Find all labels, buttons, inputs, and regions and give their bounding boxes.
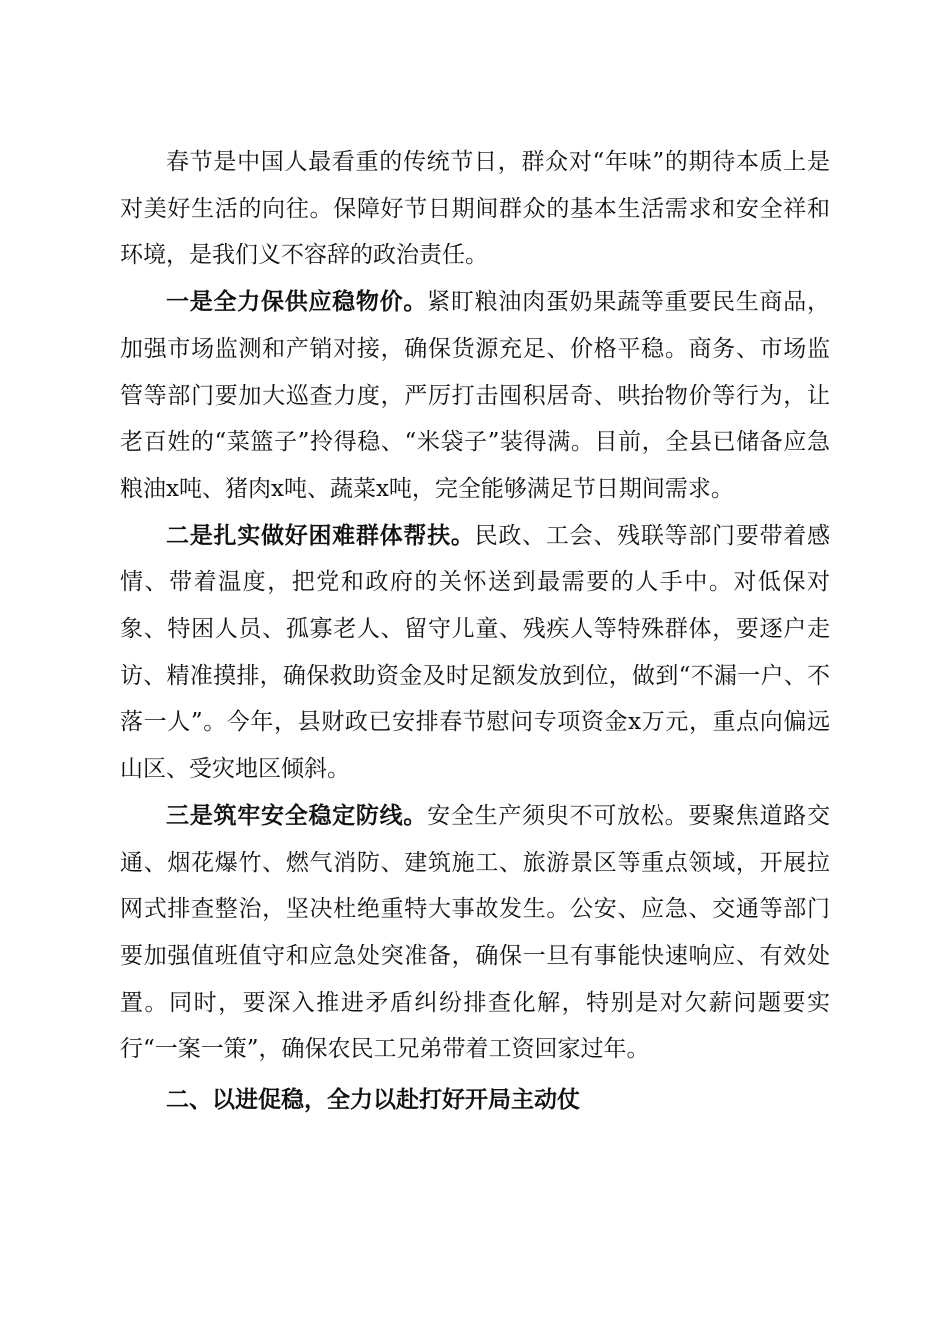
intro-text: 春节是中国人最看重的传统节日，群众对“年味”的期待本质上是对美好生活的向往。保障好节日期间群众的基本生活需求和安全祥和环境，是我们义不容辞的政治责任。 xyxy=(120,149,830,269)
section-lead-2: 二是扎实做好困难群体帮扶。 xyxy=(166,522,475,549)
section-paragraph-1 xyxy=(120,279,830,513)
section-heading: 二、以进促稳，全力以赴打好开局主动仗 xyxy=(166,1087,580,1114)
document-body xyxy=(120,139,830,1124)
section-body-3: 安全生产须臾不可放松。要聚焦道路交通、烟花爆竹、燃气消防、建筑施工、旅游景区等重点领域，开展拉网式排查整治，坚决杜绝重特大事故发生。公安、应急、交通等部门要加强值班值守和应急处突准备，确保一旦有事能快速响应、有效处置。同时，要深入推进矛盾纠纷排查化解，特别是对欠薪问题要实行“一案一策”，确保农民工兄弟带着工资回家过年。 xyxy=(120,802,831,1063)
section-paragraph-2 xyxy=(120,513,830,793)
section-lead-1: 一是全力保供应稳物价。 xyxy=(166,289,428,316)
section-body-2: 民政、工会、残联等部门要带着感情、带着温度，把党和政府的关怀送到最需要的人手中。对低保对象、特困人员、孤寡老人、留守儿童、残疾人等特殊群体，要逐户走访、精准摸排，确保救助资金及时足额发放到位，做到“不漏一户、不落一人”。今年，县财政已安排春节慰问专项资金x万元，重点向偏远山区、受灾地区倾斜。 xyxy=(120,522,831,783)
section-paragraph-3 xyxy=(120,793,830,1073)
section-body-1: 紧盯粮油肉蛋奶果蔬等重要民生商品，加强市场监测和产销对接，确保货源充足、价格平稳。商务、市场监管等部门要加大巡查力度，严厉打击囤积居奇、哄抬物价等行为，让老百姓的“菜篮子”拎得稳、“米袋子”装得满。目前，全县已储备应急粮油x吨、猪肉x吨、蔬菜x吨，完全能够满足节日期间需求。 xyxy=(120,289,831,502)
section-lead-3: 三是筑牢安全稳定防线。 xyxy=(166,802,428,829)
intro-paragraph xyxy=(120,139,830,279)
